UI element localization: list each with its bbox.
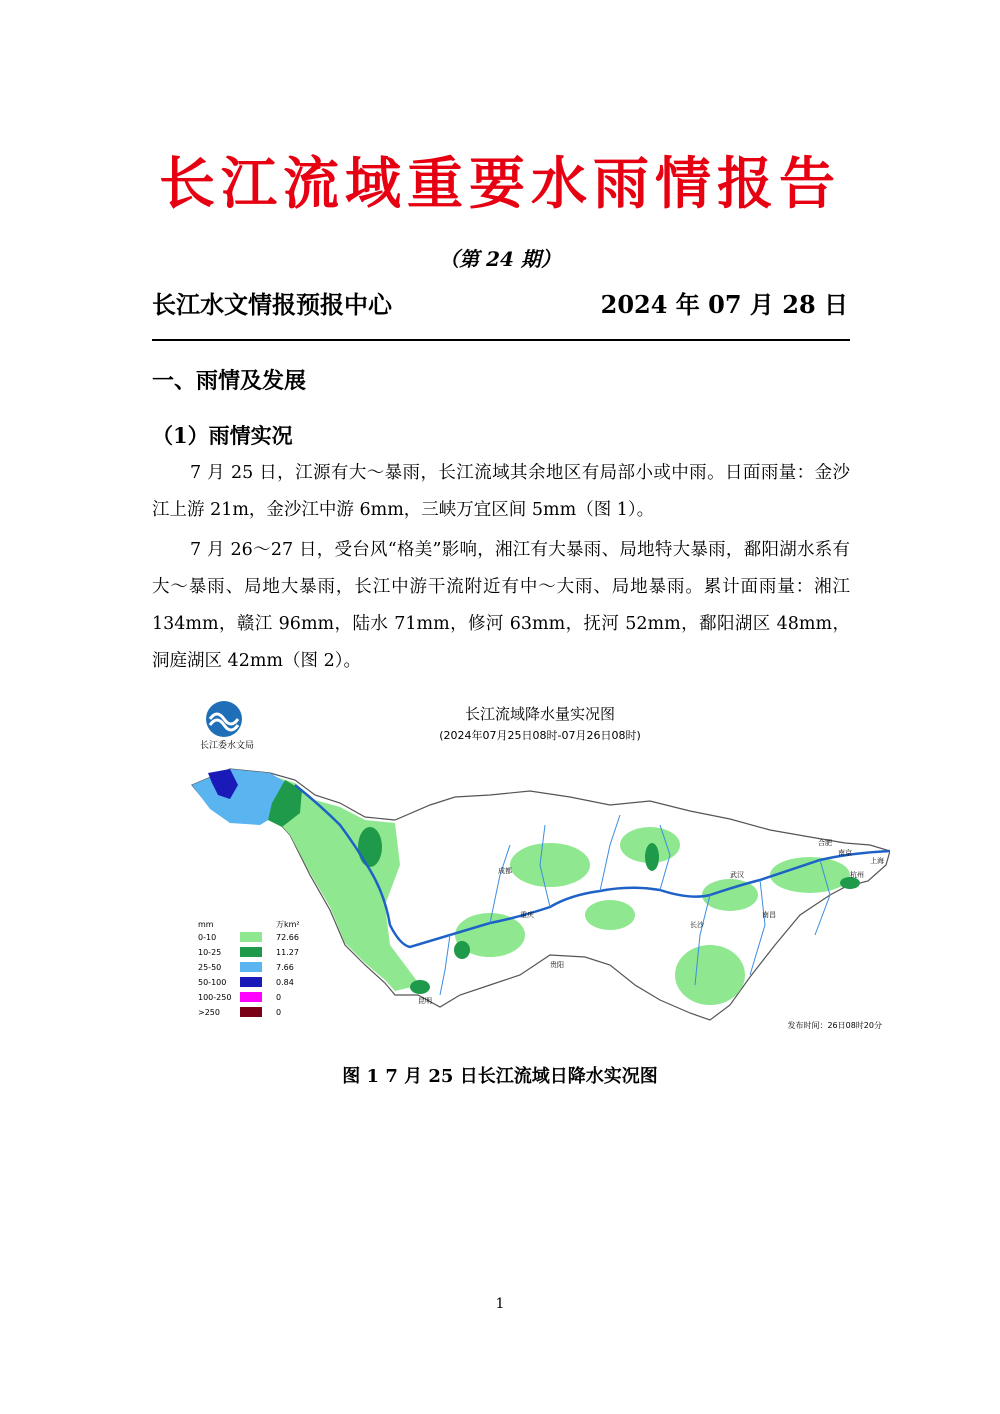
legend-swatch — [240, 992, 262, 1002]
legend-area: 11.27 — [276, 948, 299, 957]
legend-range: >250 — [198, 1008, 220, 1017]
section-heading: 一、雨情及发展 — [152, 368, 307, 394]
map-title: 长江流域降水量实况图 — [464, 705, 616, 723]
agency-name: 长江委水文局 — [200, 741, 255, 751]
city-label: 贵阳 — [550, 961, 564, 969]
paragraph-2: 7 月 26～27 日，受台风“格美”影响，湘江有大暴雨、局地特大暴雨，鄱阳湖水系有大～暴雨、局地大暴雨，长江中游干流附近有中～大雨、局地暴雨。累计面雨量：湘江 134mm，赣江 96mm，陆水 71mm，修河 63mm，抚河 52mm，鄱阳湖区 48mm，洞庭湖区 42mm（图 2）。 — [152, 540, 850, 671]
page-number: 1 — [495, 1296, 505, 1312]
city-label: 合肥 — [818, 839, 832, 847]
city-label: 重庆 — [520, 911, 534, 919]
city-label: 杭州 — [850, 871, 864, 879]
legend-range: 10-25 — [198, 948, 222, 957]
rain-area-10-25 — [454, 941, 470, 959]
legend-area: 7.66 — [276, 963, 294, 972]
legend-swatch — [240, 947, 262, 957]
city-label: 南京 — [838, 849, 852, 857]
legend-unit-mm: mm — [198, 920, 214, 929]
paragraph-1: 7 月 25 日，江源有大～暴雨，长江流域其余地区有局部小或中雨。日面雨量：金沙江上游 21m，金沙江中游 6mm，三峡万宜区间 5mm（图 1）。 — [152, 463, 850, 520]
legend-range: 100-250 — [198, 993, 232, 1002]
rain-area-10-25 — [410, 980, 430, 994]
rain-area-0-10 — [585, 900, 635, 930]
map-subtitle: (2024年07月25日08时-07月26日08时) — [439, 729, 641, 742]
agency-logo-icon — [206, 701, 242, 737]
report-title: 长江流域重要水雨情报告 — [159, 151, 841, 217]
rainfall-map-figure — [190, 695, 890, 1038]
legend-unit-area: 万km² — [276, 920, 300, 929]
legend-range: 50-100 — [198, 978, 227, 987]
legend-area: 0.84 — [276, 978, 294, 987]
city-label: 武汉 — [730, 871, 744, 879]
city-label: 长沙 — [690, 921, 704, 929]
rain-area-0-10 — [510, 843, 590, 887]
rain-area-10-25 — [358, 827, 382, 867]
city-label: 成都 — [498, 867, 512, 875]
legend-range: 25-50 — [198, 963, 222, 972]
legend-range: 0-10 — [198, 933, 217, 942]
city-label: 昆明 — [418, 997, 432, 1005]
legend-area: 0 — [276, 1008, 282, 1017]
legend-area: 0 — [276, 993, 282, 1002]
rain-area-10-25 — [645, 843, 659, 871]
map-legend — [198, 920, 300, 1017]
issue-number: （第 24 期） — [439, 247, 561, 271]
figure-caption: 图 1 7 月 25 日长江流域日降水实况图 — [342, 1066, 658, 1087]
rain-area-0-10 — [675, 945, 745, 1005]
legend-swatch — [240, 962, 262, 972]
legend-swatch — [240, 932, 262, 942]
city-label: 南昌 — [762, 911, 776, 919]
city-label: 上海 — [870, 857, 884, 865]
report-date: 2024 年 07 月 28 日 — [600, 290, 848, 319]
organization: 长江水文情报预报中心 — [152, 290, 392, 319]
header-divider — [152, 339, 850, 341]
subsection-heading: （1）雨情实况 — [152, 423, 293, 448]
publish-time: 发布时间：26日08时20分 — [787, 1021, 882, 1030]
legend-swatch — [240, 977, 262, 987]
legend-swatch — [240, 1007, 262, 1017]
legend-area: 72.66 — [276, 933, 299, 942]
